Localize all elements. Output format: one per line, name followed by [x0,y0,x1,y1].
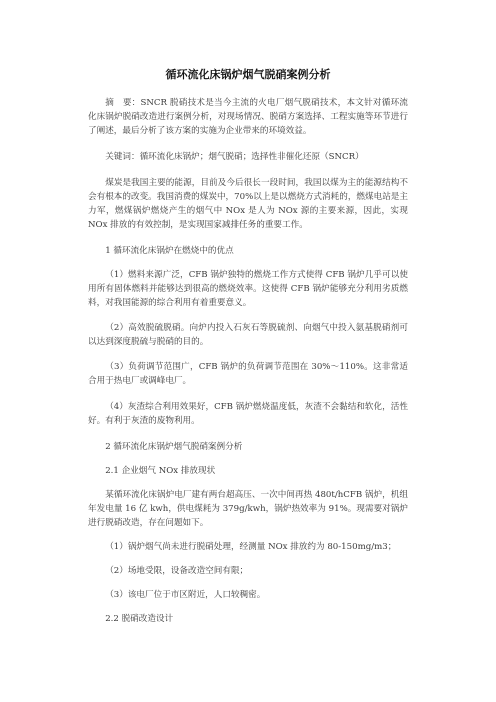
section-2-1-item-1: （1）锅炉烟气尚未进行脱硝处理，经测量 NOx 排放约为 80-150mg/m3； [105,542,397,552]
section-1-item-4: （4）灰渣综合利用效果好，CFB 锅炉燃烧温度低，灰渣不会黏结和软化，活性好。有利于灰渣的废物利用。 [88,402,408,426]
section-2-1-heading: 2.1 企业烟气 NOx 排放现状 [105,466,216,476]
abstract-paragraph: 摘 要：SNCR 脱硝技术是当今主流的火电厂烟气脱硝技术，本文针对循环流化床锅炉脱硝改造进行案例分析，对现场情况、脱硝方案选择、工程实施等环节进行了阐述，最后分析了该方案的实施为企业带来的环境效益。 [88,98,408,136]
section-2-1-item-3: （3）该电厂位于市区附近，人口较稠密。 [105,590,266,600]
section-2-2-heading: 2.2 脱硝改造设计 [105,614,174,624]
intro-paragraph: 煤炭是我国主要的能源，目前及今后很长一段时间，我国以煤为主的能源结构不会有根本的改变。我国消费的煤炭中，70%以上是以燃烧方式消耗的，燃煤电站是主力军，燃煤锅炉燃烧产生的烟气中 NOx 是人为 NOx 源的主要来源，因此，实现 NOx 排放的有效控制，是实现国家减排任务的重要工作。 [88,178,408,230]
section-1-heading: 1 循环流化床锅炉在燃烧中的优点 [105,246,234,256]
section-2-1-item-2: （2）场地受限，设备改造空间有限； [105,566,249,576]
keywords-paragraph: 关键词：循环流化床锅炉；烟气脱硝；选择性非催化还原（SNCR） [105,152,364,162]
section-2-1-paragraph: 某循环流化床锅炉电厂建有两台超高压、一次中间再热 480t/hCFB 锅炉，机组年发电量 16 亿 kwh，供电煤耗为 379g/kwh，锅炉热效率为 91%。现需要对锅炉进行脱硝改造，存在问题如下。 [88,490,408,528]
document-title: 循环流化床锅炉烟气脱硝案例分析 [165,68,331,81]
section-1-item-3: （3）负荷调节范围广，CFB 锅炉的负荷调节范围在 30%～110%。这非常适合用于热电厂或调峰电厂。 [88,362,408,386]
section-1-item-2: （2）高效脱硫脱硝。向炉内投入石灰石等脱硫剂、向烟气中投入氨基脱硝剂可以达到深度脱硫与脱硝的目的。 [88,323,408,347]
section-1-item-1: （1）燃料来源广泛，CFB 锅炉独特的燃烧工作方式使得 CFB 锅炉几乎可以使用所有固体燃料并能够达到很高的燃烧效率。这使得 CFB 锅炉能够充分利用劣质燃料，对我国能源的综合利用有着重要意义。 [88,270,408,308]
section-2-heading: 2 循环流化床锅炉烟气脱硝案例分析 [105,442,243,452]
